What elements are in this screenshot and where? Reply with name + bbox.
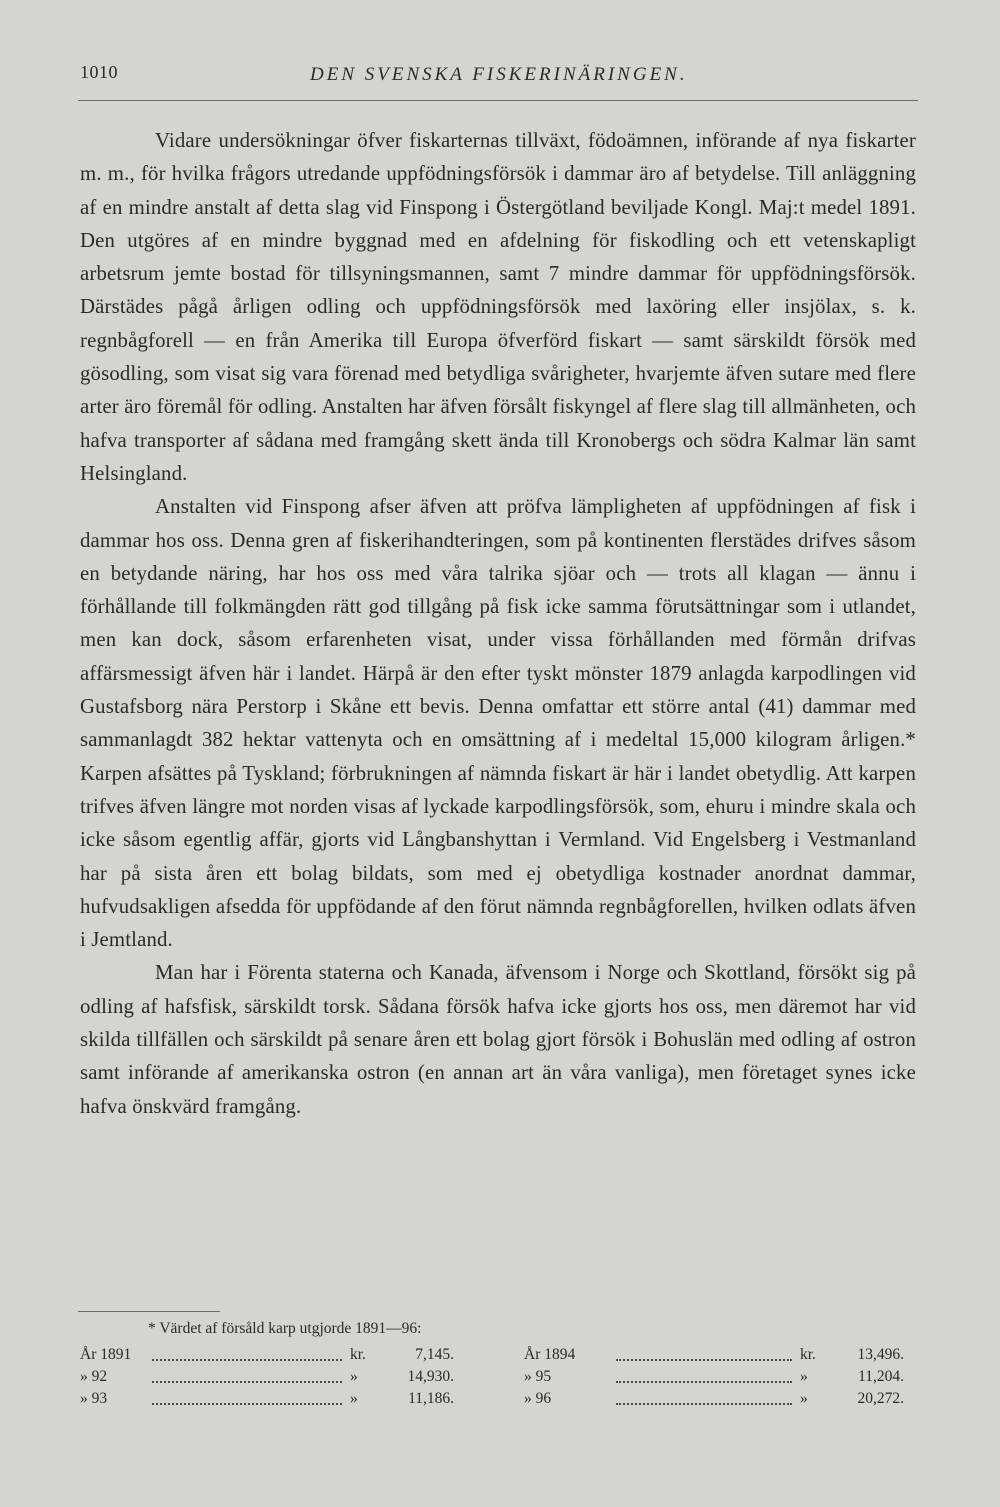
footnote-unit: » [800,1390,808,1407]
dot-leader [152,1359,342,1361]
body-text [80,124,916,1123]
running-title: DEN SVENSKA FISKERINÄRINGEN. [310,64,688,85]
footnote-year: År 1891 [80,1346,132,1363]
footnote-year: » 92 [80,1368,108,1385]
dot-leader [616,1381,792,1383]
dot-leader [616,1359,792,1361]
footnote-year: År 1894 [524,1346,576,1363]
footnote-unit: kr. [800,1346,816,1363]
footnote-row [80,1366,460,1388]
paragraph: Vidare undersökningar öfver fiskarternas tillväxt, födoämnen, införande af nya fiskarter m. m., för hvilka frågors utredande uppfödningsförsök i dammar äro af betydelse. Till anläggning af en mindre anstalt af detta slag vid Finspong i Östergötland beviljade Kongl. Maj:t medel 1891. Den utgöres af en mindre byggnad med en afdelning för fiskodling och ett vetenskapligt arbetsrum jemte bostad för tillsyningsmannen, samt 7 mindre dammar för uppfödningsförsök. Därstädes pågå årligen odling och uppfödningsförsök med laxöring eller insjölax, s. k. regnbågforell — en från Amerika till Europa öfverförd fiskart — samt särskildt försök med gösodling, som visat sig vara förenad med betydliga svårigheter, hvarjemte äfven sutare med flere arter äro föremål för odling. Anstalten har äfven försålt fiskyngel af flere slag till allmänheten, och hafva transporter af sådana med framgång skett ända till Kronobergs och södra Kalmar län samt Helsingland. [80,129,916,485]
footnote-unit: kr. [350,1346,366,1363]
footnote-value: 20,272. [857,1390,904,1407]
footnote-table-right [524,1344,910,1410]
footnote-value: 7,145. [415,1346,454,1363]
footnote-row [80,1344,460,1366]
footnote-value: 11,186. [408,1390,454,1407]
footnote-year: » 93 [80,1390,108,1407]
footnote-value: 13,496. [857,1346,904,1363]
footnote-unit: » [350,1390,358,1407]
paragraph: Anstalten vid Finspong afser äfven att pröfva lämpligheten af uppfödningen af fisk i dammar hos oss. Denna gren af fiskerihandteringen, som på kontinenten flerstädes drifves såsom en betydande näring, har hos oss med våra talrika sjöar och — trots all klagan — ännu i förhållande till folkmängden rätt god tillgång på fisk icke samma förutsättningar som i utlandet, men kan dock, såsom erfarenheten visat, under vissa förhållanden med förmån drifvas affärsmessigt äfven här i landet. Härpå är den efter tyskt mönster 1879 anlagda karpodlingen vid Gustafsborg nära Perstorp i Skåne ett bevis. Denna omfattar ett större antal (41) dammar med sammanlagdt 382 hektar vattenyta och en omsättning af i medeltal 15,000 kilogram årligen.* Karpen afsättes på Tyskland; förbrukningen af nämnda fiskart är här i landet obetydlig. Att karpen trifves äfven längre mot norden visas af lyckade karpodlingsförsök, som, ehuru i mindre skala och icke såsom egentlig affär, gjorts vid Långbanshyttan i Vermland. Vid Engelsberg i Vestmanland har på sista åren ett bolag bildats, som med ej obetydliga kostnader anordnat dammar, hufvudsakligen afsedda för uppfödande af den förut nämnda regnbågforellen, hvilken odlats äfven i Jemtland. [80,495,916,952]
footnote-table-left [80,1344,460,1410]
footnote-intro: * Värdet af försåld karp utgjorde 1891—96: [148,1320,422,1337]
dot-leader [152,1403,342,1405]
footnote-row [524,1366,910,1388]
page-number: 1010 [80,62,118,82]
footnote-value: 11,204. [858,1368,904,1385]
footnote-year: » 96 [524,1390,552,1407]
dot-leader [616,1403,792,1405]
footnote-value: 14,930. [407,1368,454,1385]
footnote-rule [78,1311,220,1312]
footnote-year: » 95 [524,1368,552,1385]
footnote-row [524,1388,910,1410]
page-header [80,62,940,92]
footnote-unit: » [800,1368,808,1385]
footnote-row [524,1344,910,1366]
footnote-row [80,1388,460,1410]
dot-leader [152,1381,342,1383]
footnote-unit: » [350,1368,358,1385]
paragraph: Man har i Förenta staterna och Kanada, äfvensom i Norge och Skottland, försökt sig på odling af hafsfisk, särskildt torsk. Sådana försök hafva icke gjorts hos oss, men däremot har vid skilda tillfällen och särskildt på senare åren ett bolag gjort försök i Bohuslän med odling af ostron samt införande af amerikanska ostron (en annan art än våra vanliga), men företaget synes icke hafva önskvärd framgång. [80,961,916,1118]
header-rule [78,100,918,101]
